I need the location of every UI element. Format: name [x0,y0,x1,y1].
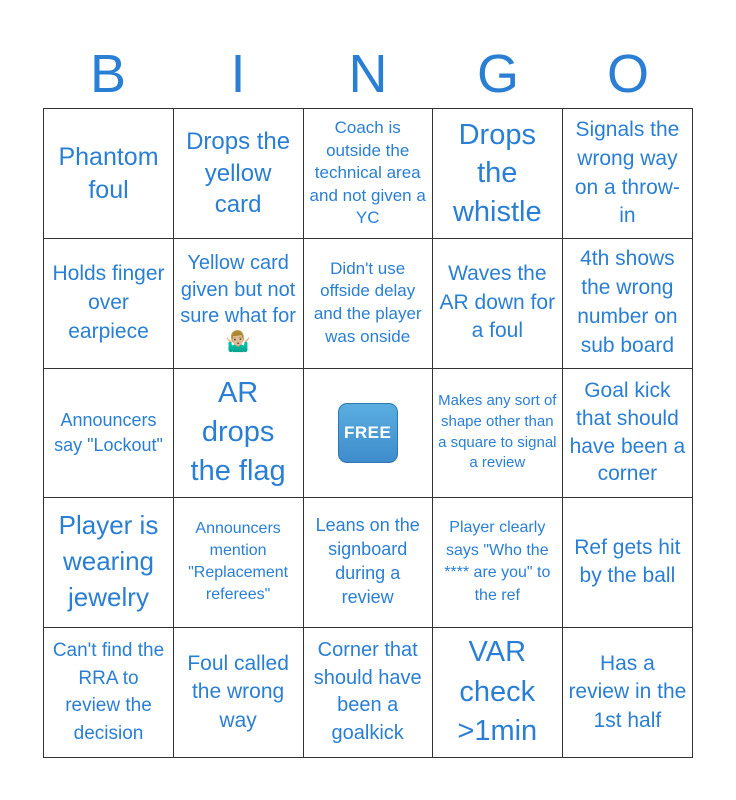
header-letter-b: B [89,44,127,104]
square-text: Goal kick that should have been a corner [569,379,686,486]
bingo-square[interactable] [44,109,174,239]
square-text: Signals the wrong way on a throw-in [574,118,680,228]
square-text: Yellow card given but not sure what for 🤷🏼‍♂️ [180,252,296,354]
bingo-square[interactable] [174,109,304,239]
square-text: Leans on the signboard during a review [315,515,420,608]
square-text: Makes any sort of shape other than a square to signal a review [438,392,557,472]
bingo-square[interactable] [433,498,563,628]
square-text: Player clearly says "Who the **** are you" to the ref [444,518,551,605]
square-text: Phantom foul [58,142,159,204]
square-text: Foul called the wrong way [187,651,289,732]
square-text: Announcers mention "Replacement referees" [188,520,289,604]
bingo-square[interactable] [303,239,433,369]
square-text: Waves the AR down for a foul [439,261,556,343]
bingo-square[interactable] [303,498,433,628]
bingo-square[interactable] [562,368,692,498]
bingo-free-square[interactable] [303,368,433,498]
header-letter-i: I [230,44,246,104]
bingo-square[interactable] [562,627,692,757]
bingo-square[interactable] [174,498,304,628]
square-text: Didn't use offside delay and the player was onside [313,258,422,346]
bingo-square[interactable] [562,239,692,369]
bingo-square[interactable] [174,239,304,369]
square-text: Holds finger over earpiece [52,261,165,343]
square-text: Corner that should have been a goalkick [313,639,422,744]
square-text: Drops the yellow card [186,127,291,219]
square-text: Coach is outside the technical area and not given a YC [309,118,426,228]
bingo-square[interactable] [174,368,304,498]
bingo-square[interactable] [562,109,692,239]
bingo-square[interactable] [433,109,563,239]
square-text: Ref gets hit by the ball [574,535,681,588]
square-text: 4th shows the wrong number on sub board [577,247,678,358]
square-text: Has a review in the 1st half [568,651,687,732]
bingo-square[interactable] [303,627,433,757]
square-text: Player is wearing jewelry [58,510,159,613]
square-text: Can't find the RRA to review the decision [52,640,165,744]
bingo-square[interactable] [433,368,563,498]
header-letter-n: N [348,44,388,104]
free-icon: FREE [338,403,398,463]
bingo-square[interactable] [433,239,563,369]
bingo-header [43,40,693,108]
header-letter-g: G [476,44,519,104]
bingo-square[interactable] [303,109,433,239]
square-text: Announcers say "Lockout" [54,409,163,455]
square-text: VAR check >1min [457,636,538,748]
bingo-square[interactable] [433,627,563,757]
bingo-square[interactable] [44,368,174,498]
square-text: AR drops the flag [190,377,286,488]
bingo-square[interactable] [174,627,304,757]
bingo-square[interactable] [44,239,174,369]
bingo-card-grid [43,108,693,758]
header-letter-o: O [606,44,649,104]
bingo-square[interactable] [44,498,174,628]
square-text: Drops the whistle [452,118,542,228]
bingo-square[interactable] [562,498,692,628]
bingo-square[interactable] [44,627,174,757]
